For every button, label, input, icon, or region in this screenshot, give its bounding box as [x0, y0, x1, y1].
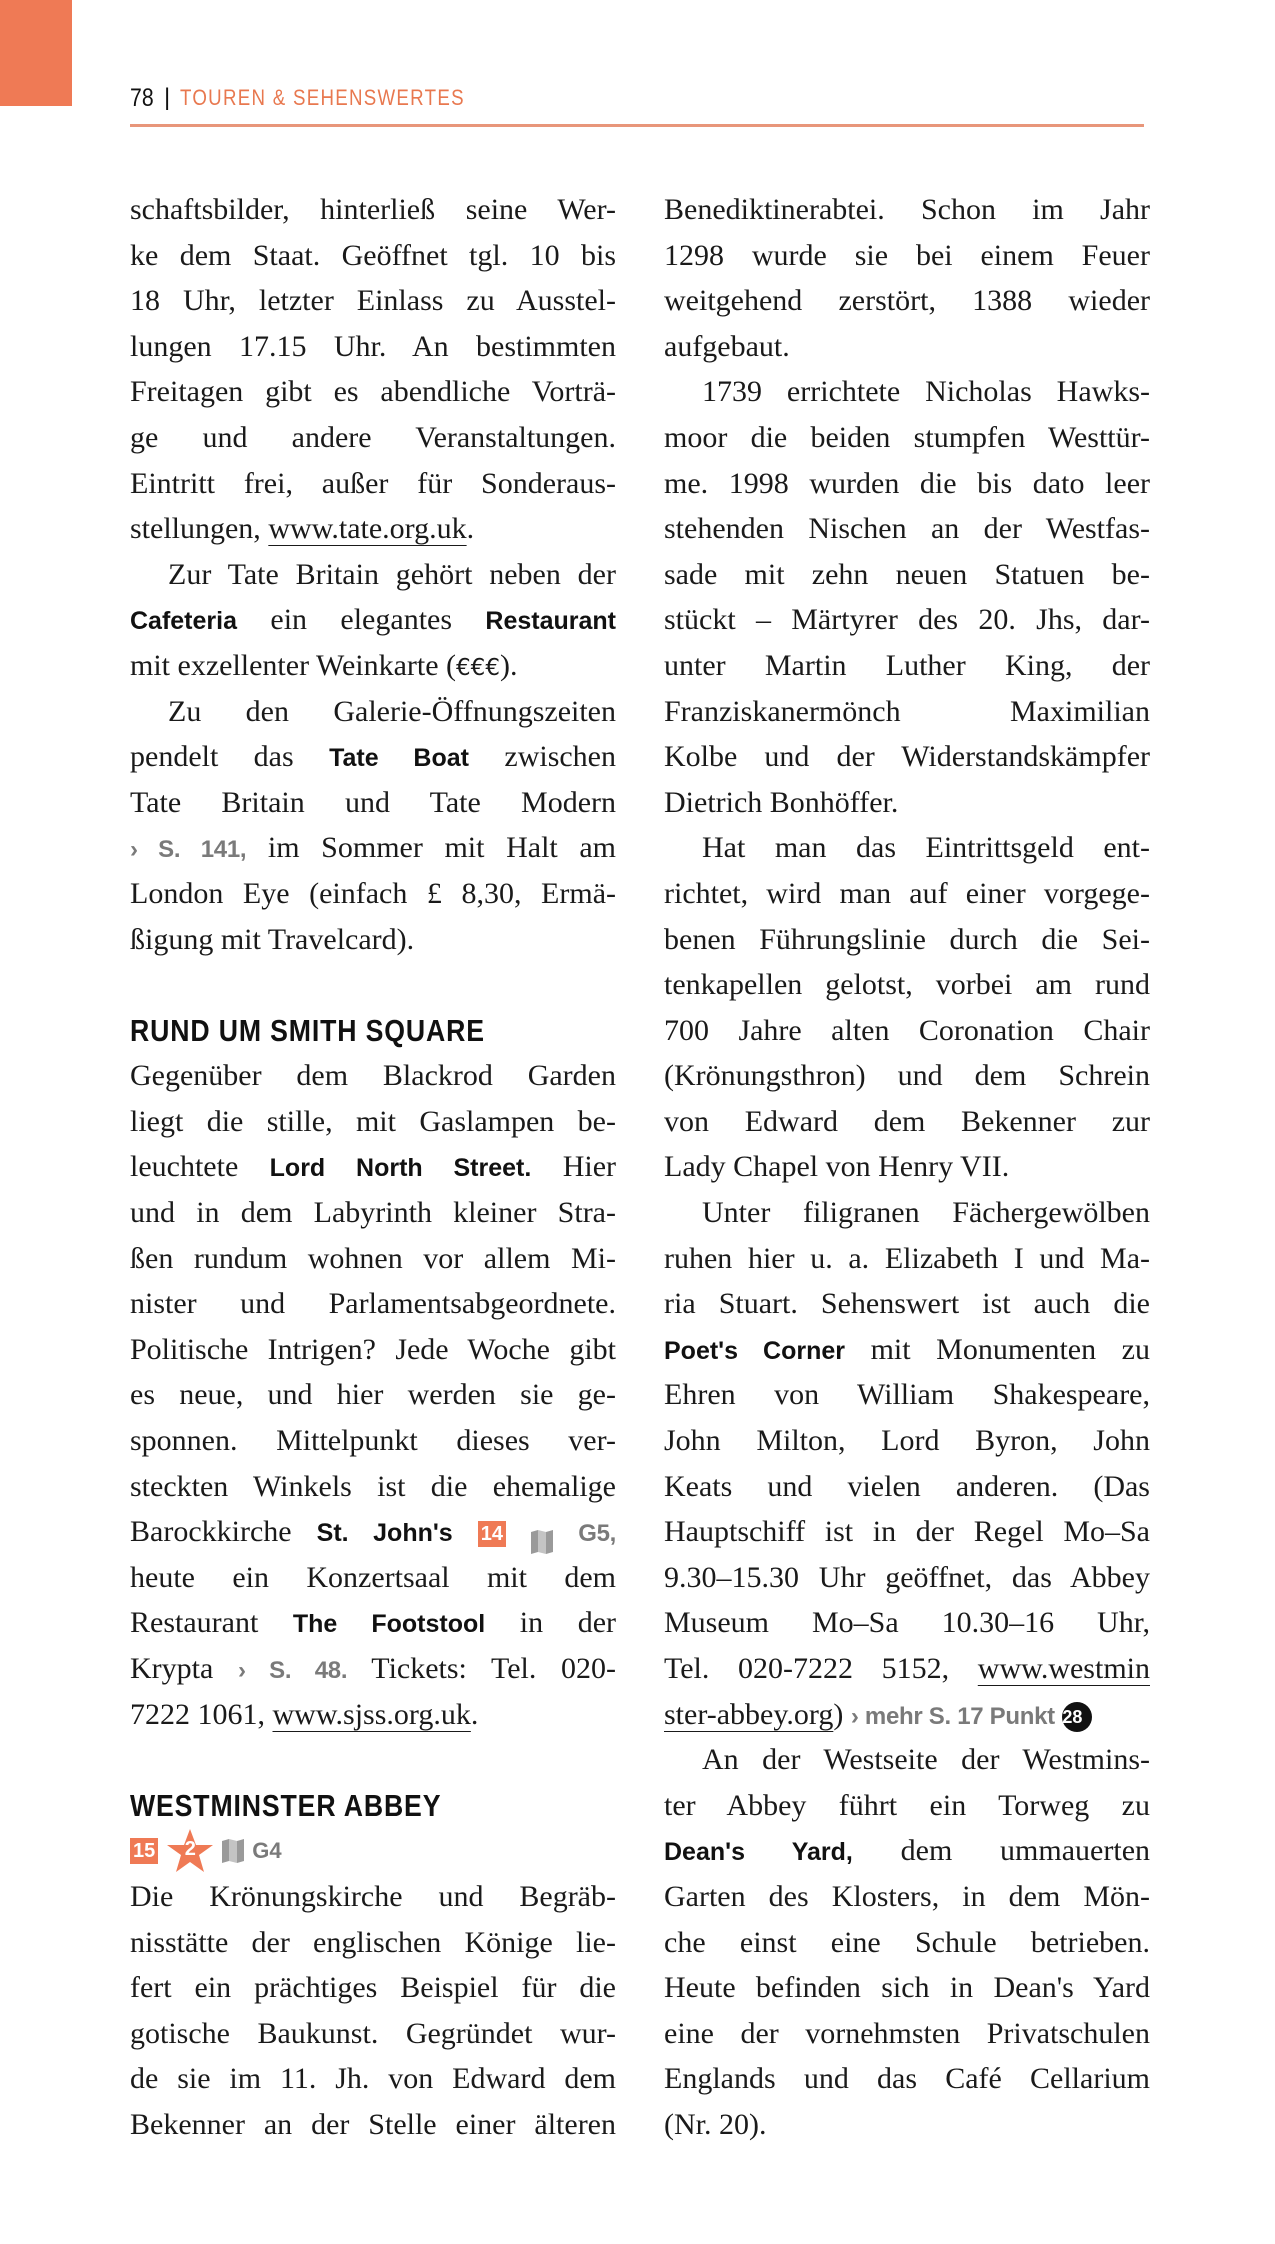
- text-segment: mit exzellenter Weinkarte (: [130, 648, 457, 682]
- text-line: [130, 1281, 616, 1327]
- text-segment: stehenden Nischen an der Westfas-: [664, 512, 1150, 546]
- map-icon: [531, 1522, 553, 1546]
- text-segment: dem ummauerten: [852, 1834, 1151, 1868]
- text-segment: im Sommer mit Halt am: [246, 831, 617, 865]
- text-segment: ßen rundum wohnen vor allem Mi-: [130, 1241, 616, 1275]
- text-line: [664, 187, 1150, 233]
- text-segment: Heute befinden sich in Dean's Yard: [664, 1971, 1150, 2005]
- text-segment: tenkapellen gelotst, vorbei am rund: [664, 968, 1150, 1002]
- top-sight-star-icon: [166, 1828, 214, 1874]
- text-line: [664, 1053, 1150, 1099]
- text-segment: London Eye (einfach £ 8,30, Ermä-: [130, 876, 616, 910]
- text-segment: nisstätte der englischen Könige lie-: [130, 1925, 616, 1959]
- text-segment: Englands und das Café Cellarium: [664, 2062, 1150, 2096]
- web-link[interactable]: www.sjss.org.uk: [272, 1697, 471, 1731]
- text-segment: (Krönungsthron) und dem Schrein: [664, 1059, 1150, 1093]
- text-segment: [553, 1515, 578, 1548]
- text-segment: Gegenüber dem Blackrod Garden: [130, 1059, 616, 1093]
- text-segment: [453, 1515, 478, 1548]
- text-line: [664, 324, 1150, 370]
- text-line: [664, 1509, 1150, 1555]
- text-line: [664, 1372, 1150, 1418]
- text-line: [664, 369, 1150, 415]
- text-line: [664, 1555, 1150, 1601]
- highlighted-name: Cafeteria: [130, 607, 237, 636]
- text-line: [130, 1965, 616, 2011]
- section-title: TOUREN & SEHENSWERTES: [180, 85, 466, 110]
- text-segment: Restaurant: [130, 1606, 293, 1640]
- section-heading: [130, 1783, 616, 1829]
- text-line: [664, 1418, 1150, 1464]
- text-segment: Dietrich Bonhöffer.: [664, 785, 899, 819]
- text-segment: benen Führungslinie durch die Sei-: [664, 922, 1150, 956]
- text-line: [664, 1737, 1150, 1783]
- highlighted-name: The Footstool: [292, 1610, 486, 1639]
- section-heading-text: WESTMINSTER ABBEY: [130, 1787, 442, 1823]
- text-line: [664, 1600, 1150, 1646]
- text-segment: pendelt das: [130, 740, 330, 774]
- text-line: [130, 506, 616, 552]
- text-segment: sade mit zehn neuen Statuen be-: [664, 557, 1150, 591]
- blank-line: [130, 962, 616, 1008]
- text-segment: Tate Britain und Tate Modern: [130, 785, 616, 819]
- text-segment: 18 Uhr, letzter Einlass zu Ausstel-: [130, 284, 616, 318]
- web-link[interactable]: www.tate.org.uk: [268, 512, 467, 546]
- highlighted-name: Lord North Street.: [269, 1154, 532, 1183]
- text-segment: richtet, wird man auf einer vorgege-: [664, 876, 1150, 910]
- point-number-badge: 28: [1062, 1702, 1092, 1732]
- text-line: [664, 1464, 1150, 1510]
- text-segment: mit Monumenten zu: [845, 1332, 1150, 1366]
- text-line: [130, 1190, 616, 1236]
- chapter-tab-marker: [0, 0, 72, 106]
- text-line: [130, 233, 616, 279]
- text-line: [664, 1281, 1150, 1327]
- page-reference-link[interactable]: › mehr S. 17 Punkt: [850, 1702, 1055, 1730]
- text-segment: Ehren von William Shakespeare,: [664, 1378, 1150, 1412]
- text-line: [130, 324, 616, 370]
- text-segment: John Milton, Lord Byron, John: [664, 1424, 1150, 1458]
- text-line: [130, 1236, 616, 1282]
- text-line: [664, 2056, 1150, 2102]
- text-line: [664, 1920, 1150, 1966]
- text-segment: ): [833, 1697, 851, 1731]
- text-line: [130, 643, 616, 689]
- text-segment: stellungen,: [130, 512, 269, 546]
- text-line: [130, 917, 616, 963]
- section-heading-text: RUND UM SMITH SQUARE: [130, 1012, 485, 1048]
- highlighted-name: Dean's Yard,: [664, 1838, 853, 1867]
- price-category: €€€: [456, 654, 500, 681]
- highlighted-name: Poet's Corner: [664, 1336, 845, 1365]
- text-line: [130, 1372, 616, 1418]
- text-segment: ).: [499, 648, 518, 682]
- text-segment: liegt die stille, mit Gaslampen be-: [130, 1104, 616, 1138]
- text-segment: Eintritt frei, außer für Sonderaus-: [130, 466, 616, 500]
- text-line: [664, 1965, 1150, 2011]
- text-segment: 7222 1061,: [130, 1697, 273, 1731]
- text-line: [130, 734, 616, 780]
- text-segment: che einst eine Schule betrieben.: [664, 1925, 1150, 1959]
- text-line: [664, 233, 1150, 279]
- highlighted-name: Tate Boat: [329, 744, 469, 773]
- text-segment: es neue, und hier werden sie ge-: [130, 1378, 616, 1412]
- text-segment: ßigung mit Travelcard).: [130, 922, 415, 956]
- text-segment: 700 Jahre alten Coronation Chair: [664, 1013, 1150, 1047]
- text-line: [664, 734, 1150, 780]
- text-line: [130, 2011, 616, 2057]
- text-line: [664, 1828, 1150, 1874]
- text-line: [130, 1327, 616, 1373]
- text-line: [664, 917, 1150, 963]
- text-line: [664, 825, 1150, 871]
- text-line: [130, 1509, 616, 1555]
- sight-number-badge: 14: [478, 1521, 506, 1547]
- page-reference-link[interactable]: › S. 48.: [237, 1657, 348, 1684]
- text-line: [130, 2056, 616, 2102]
- text-line: [664, 643, 1150, 689]
- text-segment: moor die beiden stumpfen Westtür-: [664, 420, 1150, 454]
- text-segment: ge und andere Veranstaltungen.: [130, 420, 616, 454]
- text-line: [664, 1144, 1150, 1190]
- text-segment: aufgebaut.: [664, 329, 790, 363]
- text-line: [130, 1099, 616, 1145]
- text-segment: .: [466, 512, 475, 546]
- sight-markers: [130, 1828, 616, 1874]
- map-icon: [222, 1839, 244, 1863]
- text-line: [664, 278, 1150, 324]
- text-segment: Museum Mo–Sa 10.30–16 Uhr,: [664, 1606, 1150, 1640]
- text-line: [130, 825, 616, 871]
- text-segment: [1055, 1698, 1063, 1731]
- text-line: [664, 2102, 1150, 2148]
- text-segment: ter Abbey führt ein Torweg zu: [664, 1788, 1150, 1822]
- text-segment: .: [470, 1697, 479, 1731]
- web-link[interactable]: ster-abbey.org: [664, 1697, 834, 1731]
- text-line: [664, 597, 1150, 643]
- text-line: [664, 552, 1150, 598]
- text-segment: Unter filigranen Fächergewölben: [702, 1196, 1150, 1230]
- header-rule: [130, 124, 1144, 127]
- text-segment: Kolbe und der Widerstandskämpfer: [664, 740, 1150, 774]
- text-line: [664, 2011, 1150, 2057]
- text-segment: Keats und vielen anderen. (Das: [664, 1469, 1150, 1503]
- text-line: [130, 187, 616, 233]
- text-line: [664, 1008, 1150, 1054]
- text-segment: in der: [485, 1606, 616, 1640]
- header-separator: |: [164, 84, 171, 111]
- text-segment: nister und Parlamentsabgeordnete.: [130, 1287, 616, 1321]
- text-segment: Franziskanermönch Maximilian: [664, 694, 1150, 728]
- text-line: [664, 461, 1150, 507]
- text-segment: ruhen hier u. a. Elizabeth I und Ma-: [664, 1241, 1150, 1275]
- text-line: [130, 552, 616, 598]
- text-segment: Lady Chapel von Henry VII.: [664, 1150, 1010, 1184]
- text-segment: weitgehend zerstört, 1388 wieder: [664, 284, 1150, 318]
- text-line: [130, 1144, 616, 1190]
- text-line: [130, 1418, 616, 1464]
- text-line: [130, 597, 616, 643]
- text-segment: und in dem Labyrinth kleiner Stra-: [130, 1196, 616, 1230]
- text-line: [130, 1464, 616, 1510]
- text-segment: Barockkirche: [130, 1515, 317, 1549]
- text-line: [130, 780, 616, 826]
- blank-line: [130, 1737, 616, 1783]
- text-segment: Hauptschiff ist in der Regel Mo–Sa: [664, 1515, 1150, 1549]
- text-segment: Hier: [531, 1150, 616, 1184]
- running-header: [130, 78, 515, 118]
- text-line: [130, 1600, 616, 1646]
- text-segment: An der Westseite der Westmins-: [702, 1743, 1150, 1777]
- text-segment: steckten Winkels ist die ehemalige: [130, 1469, 616, 1503]
- text-line: [130, 871, 616, 917]
- text-segment: ein elegantes: [237, 603, 486, 637]
- text-segment: me. 1998 wurden die bis dato leer: [664, 466, 1150, 500]
- text-line: [664, 962, 1150, 1008]
- text-segment: leuchtete: [130, 1150, 270, 1184]
- web-link[interactable]: www.westmin: [977, 1652, 1150, 1685]
- page-reference-link[interactable]: G5,: [578, 1520, 616, 1548]
- text-line: [664, 1783, 1150, 1829]
- text-line: [130, 278, 616, 324]
- text-segment: Bekenner an der Stelle einer älteren: [130, 2107, 616, 2141]
- text-segment: heute ein Konzertsaal mit dem: [130, 1560, 616, 1594]
- text-line: [130, 369, 616, 415]
- text-segment: Benediktinerabtei. Schon im Jahr: [664, 193, 1150, 226]
- page-number: 78: [130, 83, 154, 112]
- text-line: [130, 1692, 616, 1738]
- top-sight-rank: 2: [184, 1838, 196, 1861]
- text-line: [664, 1874, 1150, 1920]
- left-column: [130, 187, 616, 2148]
- map-grid-reference: G4: [252, 1838, 282, 1864]
- text-segment: Zu den Galerie-Öffnungszeiten: [168, 694, 616, 728]
- text-segment: Die Krönungskirche und Begräb-: [130, 1879, 616, 1913]
- text-line: [130, 689, 616, 735]
- text-line: [664, 1692, 1150, 1738]
- text-segment: Krypta: [130, 1652, 238, 1685]
- text-line: [664, 1236, 1150, 1282]
- text-line: [130, 2102, 616, 2148]
- text-segment: lungen 17.15 Uhr. An bestimmten: [130, 329, 616, 363]
- highlighted-name: St. John's: [316, 1519, 453, 1548]
- text-line: [664, 1327, 1150, 1373]
- text-segment: Hat man das Eintrittsgeld ent-: [702, 831, 1150, 865]
- text-segment: Garten des Klosters, in dem Mön-: [664, 1879, 1150, 1913]
- sight-number-badge: 15: [130, 1838, 158, 1864]
- text-segment: de sie im 11. Jh. von Edward dem: [130, 2062, 616, 2096]
- text-line: [664, 415, 1150, 461]
- page-reference-link[interactable]: › S. 141,: [130, 836, 247, 864]
- text-line: [664, 506, 1150, 552]
- text-line: [130, 461, 616, 507]
- text-segment: von Edward dem Bekenner zur: [664, 1104, 1150, 1138]
- text-segment: sponnen. Mittelpunkt dieses ver-: [130, 1424, 616, 1458]
- text-segment: zwischen: [469, 740, 616, 774]
- text-segment: [506, 1515, 531, 1548]
- section-heading: [130, 1008, 616, 1054]
- right-column: [664, 187, 1150, 2148]
- text-segment: Freitagen gibt es abendliche Vorträ-: [130, 375, 616, 409]
- text-line: [664, 871, 1150, 917]
- text-segment: Zur Tate Britain gehört neben der: [168, 557, 616, 591]
- text-segment: schaftsbilder, hinterließ seine Wer-: [130, 193, 616, 226]
- text-line: [664, 1099, 1150, 1145]
- text-segment: ria Stuart. Sehenswert ist auch die: [664, 1287, 1150, 1321]
- text-segment: fert ein prächtiges Beispiel für die: [130, 1971, 616, 2005]
- text-line: [130, 415, 616, 461]
- text-segment: Politische Intrigen? Jede Woche gibt: [130, 1332, 616, 1366]
- text-line: [130, 1646, 616, 1692]
- text-segment: gotische Baukunst. Gegründet wur-: [130, 2016, 616, 2050]
- text-segment: Tickets: Tel. 020-: [347, 1652, 616, 1685]
- text-segment: 9.30–15.30 Uhr geöffnet, das Abbey: [664, 1560, 1150, 1594]
- highlighted-name: Restaurant: [485, 607, 616, 636]
- text-segment: eine der vornehmsten Privatschulen: [664, 2016, 1150, 2050]
- text-line: [130, 1053, 616, 1099]
- text-segment: 1298 wurde sie bei einem Feuer: [664, 238, 1150, 272]
- text-line: [130, 1874, 616, 1920]
- text-line: [664, 1646, 1150, 1692]
- text-line: [664, 689, 1150, 735]
- text-segment: ke dem Staat. Geöffnet tgl. 10 bis: [130, 238, 616, 272]
- text-line: [664, 780, 1150, 826]
- text-segment: Tel. 020-7222 5152,: [664, 1652, 978, 1685]
- text-segment: unter Martin Luther King, der: [664, 648, 1150, 682]
- text-line: [130, 1555, 616, 1601]
- text-segment: (Nr. 20).: [664, 2107, 767, 2141]
- text-line: [664, 1190, 1150, 1236]
- text-segment: 1739 errichtete Nicholas Hawks-: [702, 375, 1150, 409]
- text-segment: stückt – Märtyrer des 20. Jhs, dar-: [664, 603, 1150, 637]
- text-line: [130, 1920, 616, 1966]
